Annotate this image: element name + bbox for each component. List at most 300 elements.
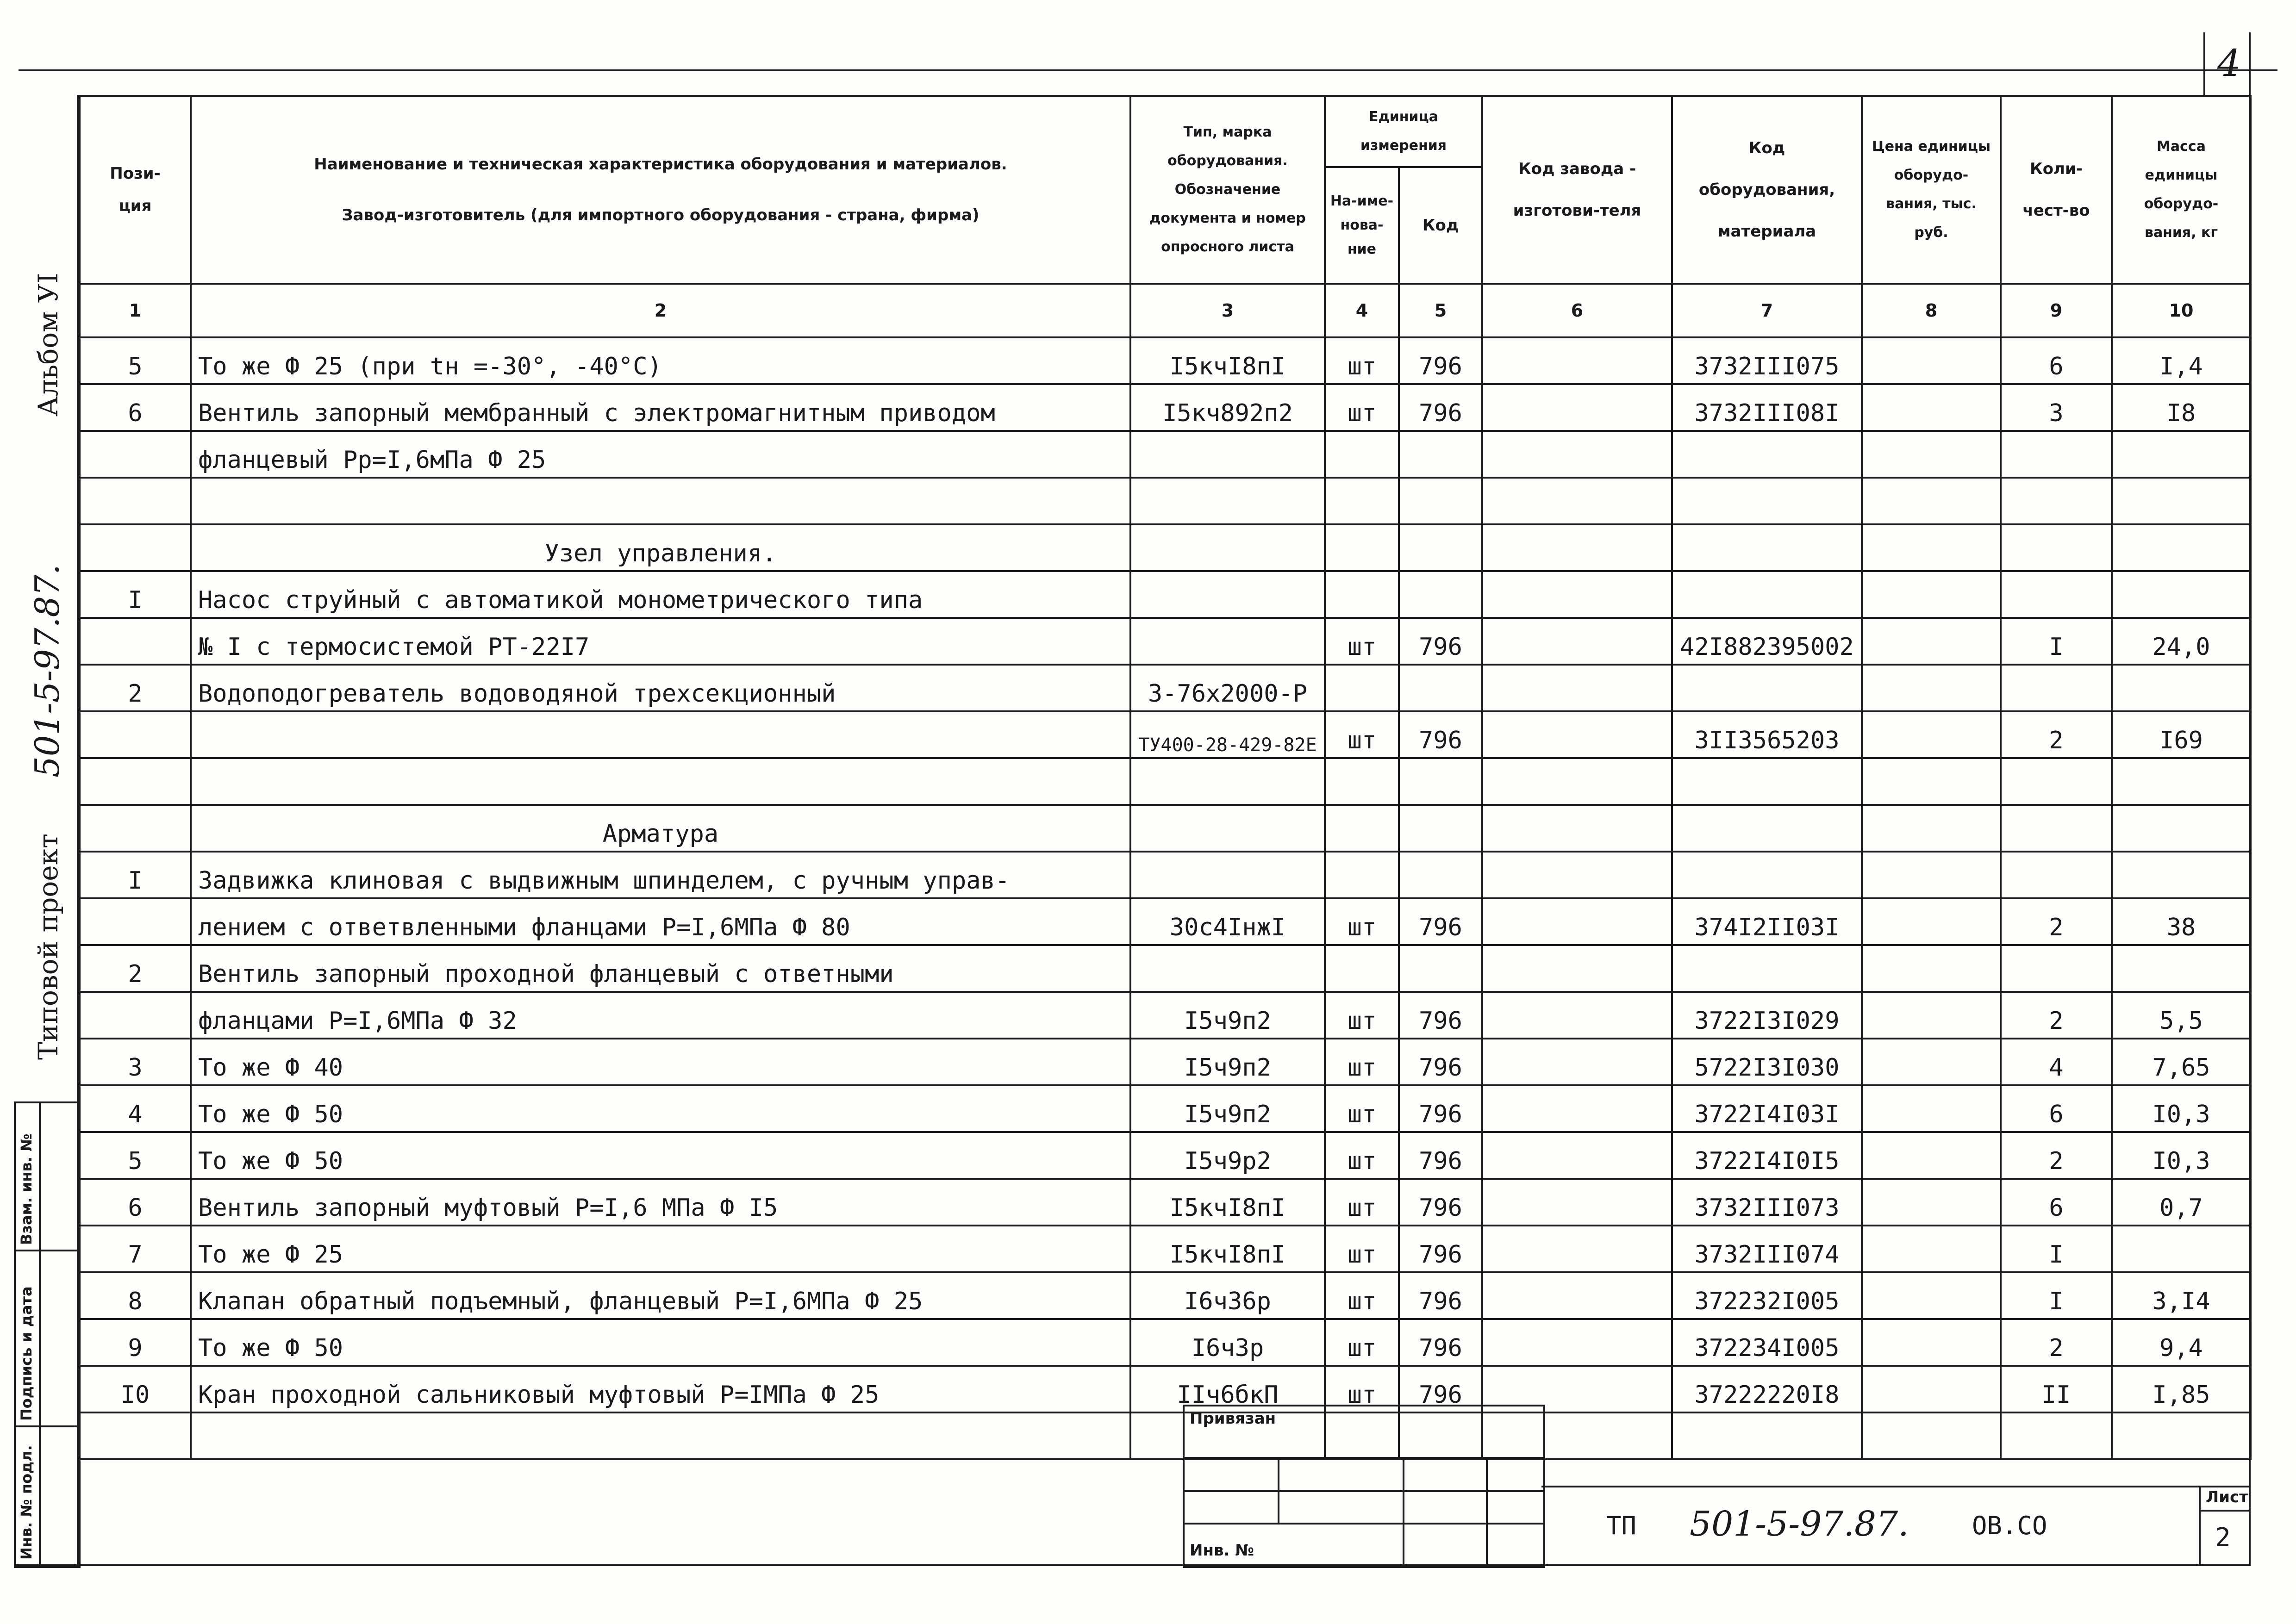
unit-code-cell <box>1399 665 1482 711</box>
name-cell <box>191 758 1130 805</box>
price-cell <box>1862 1226 2001 1272</box>
price-cell <box>1862 618 2001 665</box>
unit-name-cell: шт <box>1325 1179 1399 1226</box>
type-cell: I5ч9п2 <box>1130 1085 1325 1132</box>
type-cell: 3-76х2000-Р <box>1130 665 1325 711</box>
qty-cell: 3 <box>2001 384 2112 431</box>
unit-name-cell: шт <box>1325 618 1399 665</box>
unit-name-cell: шт <box>1325 711 1399 758</box>
column-number: 8 <box>1862 284 2001 337</box>
plant-code-cell <box>1482 1319 1672 1366</box>
name-cell: То же Ф 25 (при tн =-30°, -40°С) <box>191 337 1130 384</box>
position-cell: 2 <box>80 945 191 992</box>
sheet-corner-number: 4 <box>2217 42 2241 85</box>
mass-cell: 0,7 <box>2112 1179 2251 1226</box>
price-cell <box>1862 898 2001 945</box>
table-row <box>80 1132 2251 1179</box>
position-cell <box>80 1412 191 1459</box>
unit-code-cell <box>1399 805 1482 852</box>
equip-code-cell: 3732III075 <box>1672 337 1862 384</box>
type-cell <box>1130 618 1325 665</box>
binding-h3 <box>1183 1523 1543 1524</box>
table-row <box>80 1319 2251 1366</box>
qty-cell: 2 <box>2001 1319 2112 1366</box>
header-name: Наименование и техническая характеристика оборудования и материалов. Завод-изготовитель (для импортного оборудования - страна, фирма) <box>191 96 1130 284</box>
header-equip-code: Код оборудования, материала <box>1672 96 1862 284</box>
equip-code-cell: 372234I005 <box>1672 1319 1862 1366</box>
column-number: 2 <box>191 284 1130 337</box>
mass-cell <box>2112 758 2251 805</box>
table-row <box>80 431 2251 478</box>
equip-code-cell <box>1672 478 1862 524</box>
position-cell <box>80 805 191 852</box>
plant-code-cell <box>1482 384 1672 431</box>
header-plant-code: Код завода - изготови-теля <box>1482 96 1672 284</box>
unit-code-cell: 796 <box>1399 1039 1482 1085</box>
mass-cell <box>2112 1412 2251 1459</box>
equip-code-cell <box>1672 1412 1862 1459</box>
mass-cell: I,4 <box>2112 337 2251 384</box>
qty-cell <box>2001 805 2112 852</box>
equip-code-cell <box>1672 945 1862 992</box>
type-cell: ТУ400-28-429-82Е <box>1130 711 1325 758</box>
position-cell: 2 <box>80 665 191 711</box>
table-row <box>80 1412 2251 1459</box>
price-cell <box>1862 945 2001 992</box>
unit-name-cell <box>1325 665 1399 711</box>
plant-code-cell <box>1482 337 1672 384</box>
plant-code-cell <box>1482 1039 1672 1085</box>
qty-cell <box>2001 665 2112 711</box>
qty-cell <box>2001 478 2112 524</box>
bottom-border <box>14 1564 2251 1566</box>
table-row <box>80 337 2251 384</box>
qty-cell: 6 <box>2001 1179 2112 1226</box>
name-cell <box>191 711 1130 758</box>
name-cell: фланцами Р=I,6МПа Ф 32 <box>191 992 1130 1039</box>
position-cell <box>80 618 191 665</box>
equip-code-cell <box>1672 852 1862 898</box>
inv-podl-label: Инв. № подл. <box>18 1445 35 1560</box>
header-type: Тип, марка оборудования. Обозначение документа и номер опросного листа <box>1130 96 1325 284</box>
unit-code-cell: 796 <box>1399 992 1482 1039</box>
type-cell: I5ч9р2 <box>1130 1132 1325 1179</box>
qty-cell: 4 <box>2001 1039 2112 1085</box>
plant-code-cell <box>1482 618 1672 665</box>
unit-name-cell: шт <box>1325 1319 1399 1366</box>
table-row <box>80 1179 2251 1226</box>
equip-code-cell: 37222220I8 <box>1672 1366 1862 1412</box>
price-cell <box>1862 992 2001 1039</box>
position-cell: I0 <box>80 1366 191 1412</box>
unit-code-cell <box>1399 945 1482 992</box>
unit-code-cell <box>1399 478 1482 524</box>
position-cell <box>80 711 191 758</box>
sheet-label: Лист <box>2206 1488 2248 1506</box>
plant-code-cell <box>1482 805 1672 852</box>
table-row <box>80 384 2251 431</box>
table-row <box>80 571 2251 618</box>
header-row-1 <box>80 96 2251 167</box>
qty-cell: I <box>2001 1272 2112 1319</box>
unit-name-cell: шт <box>1325 1226 1399 1272</box>
column-number: 1 <box>80 284 191 337</box>
table-body <box>80 337 2251 1459</box>
price-cell <box>1862 1085 2001 1132</box>
unit-name-cell: шт <box>1325 1272 1399 1319</box>
unit-name-cell <box>1325 571 1399 618</box>
position-cell <box>80 992 191 1039</box>
equip-code-cell <box>1672 524 1862 571</box>
unit-code-cell: 796 <box>1399 1132 1482 1179</box>
plant-code-cell <box>1482 945 1672 992</box>
table-row <box>80 852 2251 898</box>
table-row <box>80 1272 2251 1319</box>
name-cell: Насос струйный с автоматикой монометрического типа <box>191 571 1130 618</box>
price-cell <box>1862 431 2001 478</box>
header-pos: Пози- ция <box>80 96 191 284</box>
table-row <box>80 758 2251 805</box>
plant-code-cell <box>1482 431 1672 478</box>
qty-cell: 2 <box>2001 711 2112 758</box>
qty-cell: 2 <box>2001 992 2112 1039</box>
unit-code-cell: 796 <box>1399 337 1482 384</box>
type-cell: I5кч892п2 <box>1130 384 1325 431</box>
equip-code-cell: 3732III073 <box>1672 1179 1862 1226</box>
name-cell: Арматура <box>191 805 1130 852</box>
unit-code-cell: 796 <box>1399 1226 1482 1272</box>
unit-name-cell: шт <box>1325 1085 1399 1132</box>
mass-cell: I0,3 <box>2112 1085 2251 1132</box>
unit-code-cell <box>1399 758 1482 805</box>
table-row <box>80 805 2251 852</box>
column-number: 6 <box>1482 284 1672 337</box>
equip-code-cell: 3722I4I0I5 <box>1672 1132 1862 1179</box>
top-border <box>19 69 2277 71</box>
name-cell: лением с ответвленными фланцами Р=I,6МПа Ф 80 <box>191 898 1130 945</box>
price-cell <box>1862 758 2001 805</box>
mass-cell: I0,3 <box>2112 1132 2251 1179</box>
tp-label: ТП <box>1606 1511 1637 1540</box>
unit-code-cell: 796 <box>1399 1272 1482 1319</box>
price-cell <box>1862 1319 2001 1366</box>
type-cell: I5ч9п2 <box>1130 992 1325 1039</box>
unit-code-cell <box>1399 524 1482 571</box>
price-cell <box>1862 1272 2001 1319</box>
type-cell <box>1130 524 1325 571</box>
mass-cell: 7,65 <box>2112 1039 2251 1085</box>
name-cell: Задвижка клиновая с выдвижным шпинделем, с ручным управ- <box>191 852 1130 898</box>
mass-cell <box>2112 571 2251 618</box>
unit-code-cell <box>1399 571 1482 618</box>
price-cell <box>1862 805 2001 852</box>
name-cell: Клапан обратный подъемный, фланцевый Р=I,6МПа Ф 25 <box>191 1272 1130 1319</box>
column-number: 4 <box>1325 284 1399 337</box>
qty-cell: 6 <box>2001 337 2112 384</box>
side-stamp-h2 <box>14 1425 77 1427</box>
equip-code-cell: 3722I3I029 <box>1672 992 1862 1039</box>
equip-code-cell <box>1672 571 1862 618</box>
side-stamp-divider <box>39 1101 41 1564</box>
unit-name-cell <box>1325 758 1399 805</box>
price-cell <box>1862 852 2001 898</box>
unit-code-cell: 796 <box>1399 618 1482 665</box>
qty-cell <box>2001 1412 2112 1459</box>
project-code-side: 501-5-97.87. <box>28 564 67 778</box>
signature-date-label: Подпись и дата <box>18 1286 35 1421</box>
name-cell: фланцевый Рр=I,6мПа Ф 25 <box>191 431 1130 478</box>
header-mass: Масса единицы оборудо-вания, кг <box>2112 96 2251 284</box>
specification-table <box>79 95 2252 1460</box>
table-row <box>80 1085 2251 1132</box>
type-cell <box>1130 571 1325 618</box>
type-cell: I6ч36р <box>1130 1272 1325 1319</box>
price-cell <box>1862 337 2001 384</box>
mass-cell: I,85 <box>2112 1366 2251 1412</box>
position-cell <box>80 524 191 571</box>
unit-code-cell: 796 <box>1399 384 1482 431</box>
equip-code-cell <box>1672 758 1862 805</box>
position-cell <box>80 898 191 945</box>
name-cell: То же Ф 50 <box>191 1132 1130 1179</box>
position-cell: 8 <box>80 1272 191 1319</box>
table-row <box>80 992 2251 1039</box>
type-cell <box>1130 852 1325 898</box>
qty-cell <box>2001 945 2112 992</box>
qty-cell <box>2001 758 2112 805</box>
position-cell: I <box>80 852 191 898</box>
mass-cell <box>2112 1226 2251 1272</box>
price-cell <box>1862 384 2001 431</box>
price-cell <box>1862 665 2001 711</box>
column-number: 10 <box>2112 284 2251 337</box>
sheet-box-divider <box>2199 1510 2249 1512</box>
unit-name-cell: шт <box>1325 992 1399 1039</box>
mass-cell <box>2112 524 2251 571</box>
qty-cell: 2 <box>2001 1132 2112 1179</box>
name-cell: То же Ф 40 <box>191 1039 1130 1085</box>
table-row <box>80 898 2251 945</box>
price-cell <box>1862 571 2001 618</box>
unit-name-cell: шт <box>1325 1132 1399 1179</box>
plant-code-cell <box>1482 758 1672 805</box>
type-cell <box>1130 431 1325 478</box>
column-number: 5 <box>1399 284 1482 337</box>
plant-code-cell <box>1482 1272 1672 1319</box>
table-row <box>80 711 2251 758</box>
doc-number: 501-5-97.87. <box>1690 1504 1909 1544</box>
unit-name-cell: шт <box>1325 1039 1399 1085</box>
column-number: 7 <box>1672 284 1862 337</box>
price-cell <box>1862 1366 2001 1412</box>
qty-cell: II <box>2001 1366 2112 1412</box>
qty-cell: I <box>2001 1226 2112 1272</box>
unit-code-cell: 796 <box>1399 1179 1482 1226</box>
header-unit-code: Код <box>1399 167 1482 284</box>
mass-cell: 5,5 <box>2112 992 2251 1039</box>
table-row <box>80 1366 2251 1412</box>
mass-cell <box>2112 805 2251 852</box>
position-cell <box>80 758 191 805</box>
name-cell: Узел управления. <box>191 524 1130 571</box>
type-cell <box>1130 805 1325 852</box>
title-block-top <box>1541 1486 2250 1487</box>
project-type-label: Типовой проект <box>32 834 64 1060</box>
header-unit: Единица измерения <box>1325 96 1482 167</box>
table-row <box>80 1226 2251 1272</box>
table-row <box>80 665 2251 711</box>
name-cell: То же Ф 50 <box>191 1319 1130 1366</box>
binding-h1 <box>1183 1457 1543 1459</box>
equip-code-cell: 374I2II03I <box>1672 898 1862 945</box>
plant-code-cell <box>1482 1085 1672 1132</box>
price-cell <box>1862 711 2001 758</box>
column-number: 3 <box>1130 284 1325 337</box>
mass-cell: I8 <box>2112 384 2251 431</box>
equip-code-cell: 42I882395002 <box>1672 618 1862 665</box>
table-row <box>80 1039 2251 1085</box>
qty-cell: I <box>2001 618 2112 665</box>
equip-code-cell: 3732III074 <box>1672 1226 1862 1272</box>
price-cell <box>1862 1132 2001 1179</box>
name-cell: Водоподогреватель водоводяной трехсекционный <box>191 665 1130 711</box>
sheet-number: 2 <box>2215 1523 2231 1553</box>
price-cell <box>1862 524 2001 571</box>
name-cell: Вентиль запорный проходной фланцевый с ответными <box>191 945 1130 992</box>
position-cell: 9 <box>80 1319 191 1366</box>
name-cell: Вентиль запорный муфтовый Р=I,6 МПа Ф I5 <box>191 1179 1130 1226</box>
price-cell <box>1862 1039 2001 1085</box>
equip-code-cell: 372232I005 <box>1672 1272 1862 1319</box>
qty-cell <box>2001 571 2112 618</box>
name-cell: Вентиль запорный мембранный с электромагнитным приводом <box>191 384 1130 431</box>
corner-box-line <box>2203 32 2205 95</box>
header-price: Цена единицы оборудо-вания, тыс. руб. <box>1862 96 2001 284</box>
table-row <box>80 524 2251 571</box>
doc-mark: ОВ.СО <box>1972 1511 2047 1540</box>
plant-code-cell <box>1482 1132 1672 1179</box>
name-cell: Кран проходной сальниковый муфтовый Р=IМПа Ф 25 <box>191 1366 1130 1412</box>
side-stamp-h1 <box>14 1250 77 1251</box>
vzam-inv-label: Взам. инв. № <box>18 1133 35 1245</box>
price-cell <box>1862 1179 2001 1226</box>
position-cell: 7 <box>80 1226 191 1272</box>
position-cell: 5 <box>80 1132 191 1179</box>
unit-name-cell <box>1325 524 1399 571</box>
unit-code-cell: 796 <box>1399 898 1482 945</box>
plant-code-cell <box>1482 898 1672 945</box>
type-cell: 30с4IнжI <box>1130 898 1325 945</box>
name-cell: То же Ф 50 <box>191 1085 1130 1132</box>
table-row <box>80 945 2251 992</box>
equip-code-cell: 5722I3I030 <box>1672 1039 1862 1085</box>
binding-v1 <box>1278 1457 1279 1524</box>
binding-v2 <box>1403 1457 1404 1564</box>
table-row <box>80 478 2251 524</box>
unit-name-cell <box>1325 431 1399 478</box>
album-label: Альбом УI <box>32 273 64 417</box>
type-cell: I5кчI8пI <box>1130 1179 1325 1226</box>
unit-code-cell <box>1399 852 1482 898</box>
position-cell: 3 <box>80 1039 191 1085</box>
unit-code-cell: 796 <box>1399 711 1482 758</box>
mass-cell <box>2112 945 2251 992</box>
type-cell <box>1130 758 1325 805</box>
header-unit-name: На-име-нова-ние <box>1325 167 1399 284</box>
name-cell: То же Ф 25 <box>191 1226 1130 1272</box>
plant-code-cell <box>1482 1226 1672 1272</box>
position-cell <box>80 431 191 478</box>
unit-code-cell <box>1399 431 1482 478</box>
plant-code-cell <box>1482 478 1672 524</box>
qty-cell: 6 <box>2001 1085 2112 1132</box>
plant-code-cell <box>1482 852 1672 898</box>
qty-cell <box>2001 431 2112 478</box>
type-cell <box>1130 478 1325 524</box>
mass-cell: I69 <box>2112 711 2251 758</box>
unit-name-cell <box>1325 805 1399 852</box>
name-cell <box>191 1412 1130 1459</box>
plant-code-cell <box>1482 711 1672 758</box>
type-cell: I5кчI8пI <box>1130 337 1325 384</box>
position-cell: 6 <box>80 1179 191 1226</box>
privyazan-label: Привязан <box>1190 1409 1276 1428</box>
unit-name-cell <box>1325 852 1399 898</box>
position-cell: I <box>80 571 191 618</box>
inv-no-label: Инв. № <box>1190 1541 1254 1560</box>
equip-code-cell <box>1672 665 1862 711</box>
unit-name-cell <box>1325 945 1399 992</box>
plant-code-cell <box>1482 992 1672 1039</box>
unit-name-cell: шт <box>1325 337 1399 384</box>
table-row <box>80 618 2251 665</box>
type-cell: IIч6бкП <box>1130 1366 1325 1412</box>
type-cell: I6ч3р <box>1130 1319 1325 1366</box>
mass-cell: 9,4 <box>2112 1319 2251 1366</box>
name-cell: № I с термосистемой РТ-22I7 <box>191 618 1130 665</box>
unit-name-cell: шт <box>1325 898 1399 945</box>
mass-cell <box>2112 478 2251 524</box>
type-cell: I5ч9п2 <box>1130 1039 1325 1085</box>
unit-code-cell: 796 <box>1399 1366 1482 1412</box>
type-cell <box>1130 945 1325 992</box>
qty-cell: 2 <box>2001 898 2112 945</box>
mass-cell <box>2112 852 2251 898</box>
equip-code-cell: 3732III08I <box>1672 384 1862 431</box>
equip-code-cell: 3722I4I03I <box>1672 1085 1862 1132</box>
type-cell: I5кчI8пI <box>1130 1226 1325 1272</box>
unit-code-cell: 796 <box>1399 1085 1482 1132</box>
unit-code-cell: 796 <box>1399 1319 1482 1366</box>
equip-code-cell <box>1672 805 1862 852</box>
plant-code-cell <box>1482 1179 1672 1226</box>
plant-code-cell <box>1482 571 1672 618</box>
equip-code-cell: 3II3565203 <box>1672 711 1862 758</box>
position-cell: 5 <box>80 337 191 384</box>
column-number-row <box>80 284 2251 337</box>
mass-cell <box>2112 665 2251 711</box>
mass-cell <box>2112 431 2251 478</box>
mass-cell: 24,0 <box>2112 618 2251 665</box>
equip-code-cell <box>1672 431 1862 478</box>
position-cell <box>80 478 191 524</box>
price-cell <box>1862 478 2001 524</box>
unit-name-cell <box>1325 478 1399 524</box>
qty-cell <box>2001 524 2112 571</box>
position-cell: 4 <box>80 1085 191 1132</box>
header-qty: Коли-чест-во <box>2001 96 2112 284</box>
price-cell <box>1862 1412 2001 1459</box>
